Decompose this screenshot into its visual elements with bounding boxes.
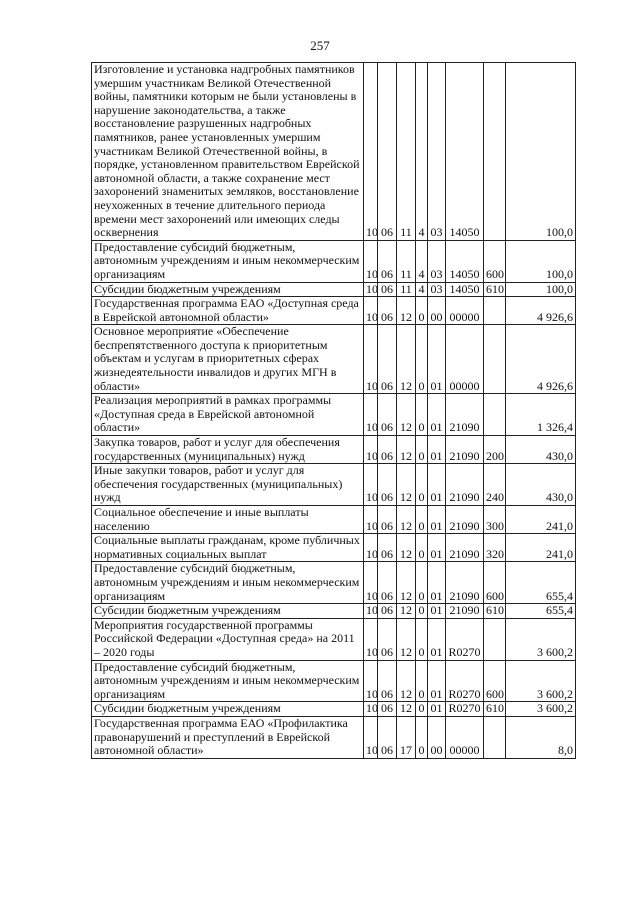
expense-name: Изготовление и установка надгробных памятников умершим участникам Великой Отечественной войны, памятники которым не были установлены в нарушение законодательства, а также восстановление разрушенных надгробных памятников, ранее установленных умершим участникам Великой Отечественной войны, в порядке, установленном правительством Еврейской автономной области, а также сохранение мест захоронений знаменитых земляков, восстановление неухоженных в течение длительного периода времени мест захоронений или имеющих следы осквернения [92, 63, 364, 241]
amount: 430,0 [506, 436, 576, 464]
subprogram-code: 0 [416, 297, 428, 325]
expense-type-code: 320 [484, 534, 506, 562]
subprogram-code: 0 [416, 534, 428, 562]
event-code: 01 [428, 534, 446, 562]
subprogram-code: 0 [416, 506, 428, 534]
table-row [92, 604, 576, 619]
amount: 4 926,6 [506, 297, 576, 325]
subprogram-code: 0 [416, 618, 428, 660]
table-row [92, 506, 576, 534]
table-row [92, 297, 576, 325]
event-code: 01 [428, 604, 446, 619]
amount: 241,0 [506, 506, 576, 534]
event-code: 01 [428, 325, 446, 394]
subsection-code: 06 [378, 618, 397, 660]
subsection-code: 06 [378, 716, 397, 758]
table-row [92, 464, 576, 506]
subsection-code: 06 [378, 464, 397, 506]
subsection-code: 06 [378, 297, 397, 325]
direction-code: 21090 [446, 464, 484, 506]
subsection-code: 06 [378, 660, 397, 702]
section-code: 10 [364, 562, 378, 604]
program-code: 12 [397, 604, 416, 619]
table-row [92, 282, 576, 297]
expense-name: Предоставление субсидий бюджетным, автономным учреждениям и иным некоммерческим организациям [92, 660, 364, 702]
section-code: 10 [364, 436, 378, 464]
event-code: 03 [428, 240, 446, 282]
table-body [92, 63, 576, 759]
expense-type-code: 200 [484, 436, 506, 464]
table-row [92, 394, 576, 436]
table-row [92, 240, 576, 282]
direction-code: 00000 [446, 297, 484, 325]
expense-type-code [484, 716, 506, 758]
expense-name: Реализация мероприятий в рамках программы «Доступная среда в Еврейской автономной области» [92, 394, 364, 436]
amount: 3 600,2 [506, 702, 576, 717]
event-code: 00 [428, 297, 446, 325]
program-code: 12 [397, 464, 416, 506]
section-code: 10 [364, 618, 378, 660]
direction-code: 21090 [446, 604, 484, 619]
section-code: 10 [364, 325, 378, 394]
table-row [92, 562, 576, 604]
expense-name: Социальное обеспечение и иные выплаты населению [92, 506, 364, 534]
program-code: 12 [397, 436, 416, 464]
expense-name: Закупка товаров, работ и услуг для обеспечения государственных (муниципальных) нужд [92, 436, 364, 464]
direction-code: 21090 [446, 394, 484, 436]
amount: 100,0 [506, 282, 576, 297]
event-code: 01 [428, 702, 446, 717]
table-row [92, 618, 576, 660]
direction-code: R0270 [446, 618, 484, 660]
event-code: 01 [428, 618, 446, 660]
table-row [92, 534, 576, 562]
expense-name: Мероприятия государственной программы Российской Федерации «Доступная среда» на 2011 – 2020 годы [92, 618, 364, 660]
direction-code: 00000 [446, 716, 484, 758]
expense-name: Государственная программа ЕАО «Доступная среда в Еврейской автономной области» [92, 297, 364, 325]
direction-code: 14050 [446, 63, 484, 241]
subprogram-code: 0 [416, 660, 428, 702]
expense-type-code: 300 [484, 506, 506, 534]
direction-code: R0270 [446, 660, 484, 702]
subprogram-code: 4 [416, 240, 428, 282]
event-code: 03 [428, 63, 446, 241]
program-code: 12 [397, 618, 416, 660]
subsection-code: 06 [378, 436, 397, 464]
direction-code: 21090 [446, 436, 484, 464]
event-code: 01 [428, 562, 446, 604]
table-row [92, 716, 576, 758]
program-code: 12 [397, 702, 416, 717]
subsection-code: 06 [378, 63, 397, 241]
event-code: 01 [428, 506, 446, 534]
direction-code: 00000 [446, 325, 484, 394]
direction-code: R0270 [446, 702, 484, 717]
amount: 4 926,6 [506, 325, 576, 394]
expense-name: Предоставление субсидий бюджетным, автономным учреждениям и иным некоммерческим организациям [92, 240, 364, 282]
program-code: 12 [397, 297, 416, 325]
direction-code: 14050 [446, 240, 484, 282]
direction-code: 14050 [446, 282, 484, 297]
section-code: 10 [364, 63, 378, 241]
section-code: 10 [364, 282, 378, 297]
amount: 1 326,4 [506, 394, 576, 436]
subprogram-code: 4 [416, 282, 428, 297]
budget-table [91, 62, 576, 759]
program-code: 11 [397, 282, 416, 297]
amount: 100,0 [506, 63, 576, 241]
section-code: 10 [364, 702, 378, 717]
event-code: 01 [428, 394, 446, 436]
expense-type-code: 600 [484, 660, 506, 702]
program-code: 12 [397, 394, 416, 436]
section-code: 10 [364, 297, 378, 325]
table-row [92, 702, 576, 717]
event-code: 03 [428, 282, 446, 297]
subprogram-code: 0 [416, 604, 428, 619]
expense-name: Социальные выплаты гражданам, кроме публичных нормативных социальных выплат [92, 534, 364, 562]
subsection-code: 06 [378, 506, 397, 534]
event-code: 01 [428, 660, 446, 702]
expense-type-code: 240 [484, 464, 506, 506]
subprogram-code: 0 [416, 716, 428, 758]
subprogram-code: 0 [416, 464, 428, 506]
page-number: 257 [310, 38, 330, 53]
amount: 655,4 [506, 562, 576, 604]
subsection-code: 06 [378, 702, 397, 717]
amount: 430,0 [506, 464, 576, 506]
subsection-code: 06 [378, 562, 397, 604]
section-code: 10 [364, 660, 378, 702]
expense-type-code: 600 [484, 562, 506, 604]
section-code: 10 [364, 240, 378, 282]
expense-name: Государственная программа ЕАО «Профилактика правонарушений и преступлений в Еврейской автономной области» [92, 716, 364, 758]
expense-type-code [484, 394, 506, 436]
section-code: 10 [364, 604, 378, 619]
program-code: 11 [397, 240, 416, 282]
section-code: 10 [364, 464, 378, 506]
subprogram-code: 0 [416, 436, 428, 464]
subsection-code: 06 [378, 394, 397, 436]
subprogram-code: 0 [416, 702, 428, 717]
section-code: 10 [364, 394, 378, 436]
program-code: 12 [397, 562, 416, 604]
subprogram-code: 0 [416, 562, 428, 604]
amount: 241,0 [506, 534, 576, 562]
subprogram-code: 0 [416, 394, 428, 436]
expense-type-code [484, 325, 506, 394]
amount: 3 600,2 [506, 660, 576, 702]
event-code: 01 [428, 464, 446, 506]
subprogram-code: 4 [416, 63, 428, 241]
expense-type-code: 610 [484, 282, 506, 297]
amount: 8,0 [506, 716, 576, 758]
expense-name: Субсидии бюджетным учреждениям [92, 604, 364, 619]
direction-code: 21090 [446, 506, 484, 534]
amount: 3 600,2 [506, 618, 576, 660]
table-row [92, 63, 576, 241]
subsection-code: 06 [378, 240, 397, 282]
expense-name: Иные закупки товаров, работ и услуг для обеспечения государственных (муниципальных) нужд [92, 464, 364, 506]
program-code: 12 [397, 534, 416, 562]
program-code: 11 [397, 63, 416, 241]
expense-type-code: 610 [484, 604, 506, 619]
expense-name: Основное мероприятие «Обеспечение беспрепятственного доступа к приоритетным объектам и услугам в приоритетных сферах жизнедеятельности инвалидов и других МГН в области» [92, 325, 364, 394]
program-code: 12 [397, 325, 416, 394]
subprogram-code: 0 [416, 325, 428, 394]
program-code: 12 [397, 660, 416, 702]
event-code: 00 [428, 716, 446, 758]
subsection-code: 06 [378, 534, 397, 562]
program-code: 12 [397, 506, 416, 534]
subsection-code: 06 [378, 282, 397, 297]
expense-type-code: 610 [484, 702, 506, 717]
section-code: 10 [364, 534, 378, 562]
amount: 100,0 [506, 240, 576, 282]
event-code: 01 [428, 436, 446, 464]
expense-type-code [484, 63, 506, 241]
section-code: 10 [364, 716, 378, 758]
table-row [92, 660, 576, 702]
direction-code: 21090 [446, 562, 484, 604]
expense-name: Предоставление субсидий бюджетным, автономным учреждениям и иным некоммерческим организациям [92, 562, 364, 604]
expense-name: Субсидии бюджетным учреждениям [92, 702, 364, 717]
subsection-code: 06 [378, 325, 397, 394]
program-code: 17 [397, 716, 416, 758]
expense-name: Субсидии бюджетным учреждениям [92, 282, 364, 297]
direction-code: 21090 [446, 534, 484, 562]
table-row [92, 325, 576, 394]
section-code: 10 [364, 506, 378, 534]
expense-type-code [484, 297, 506, 325]
expense-type-code [484, 618, 506, 660]
subsection-code: 06 [378, 604, 397, 619]
table-row [92, 436, 576, 464]
expense-type-code: 600 [484, 240, 506, 282]
amount: 655,4 [506, 604, 576, 619]
